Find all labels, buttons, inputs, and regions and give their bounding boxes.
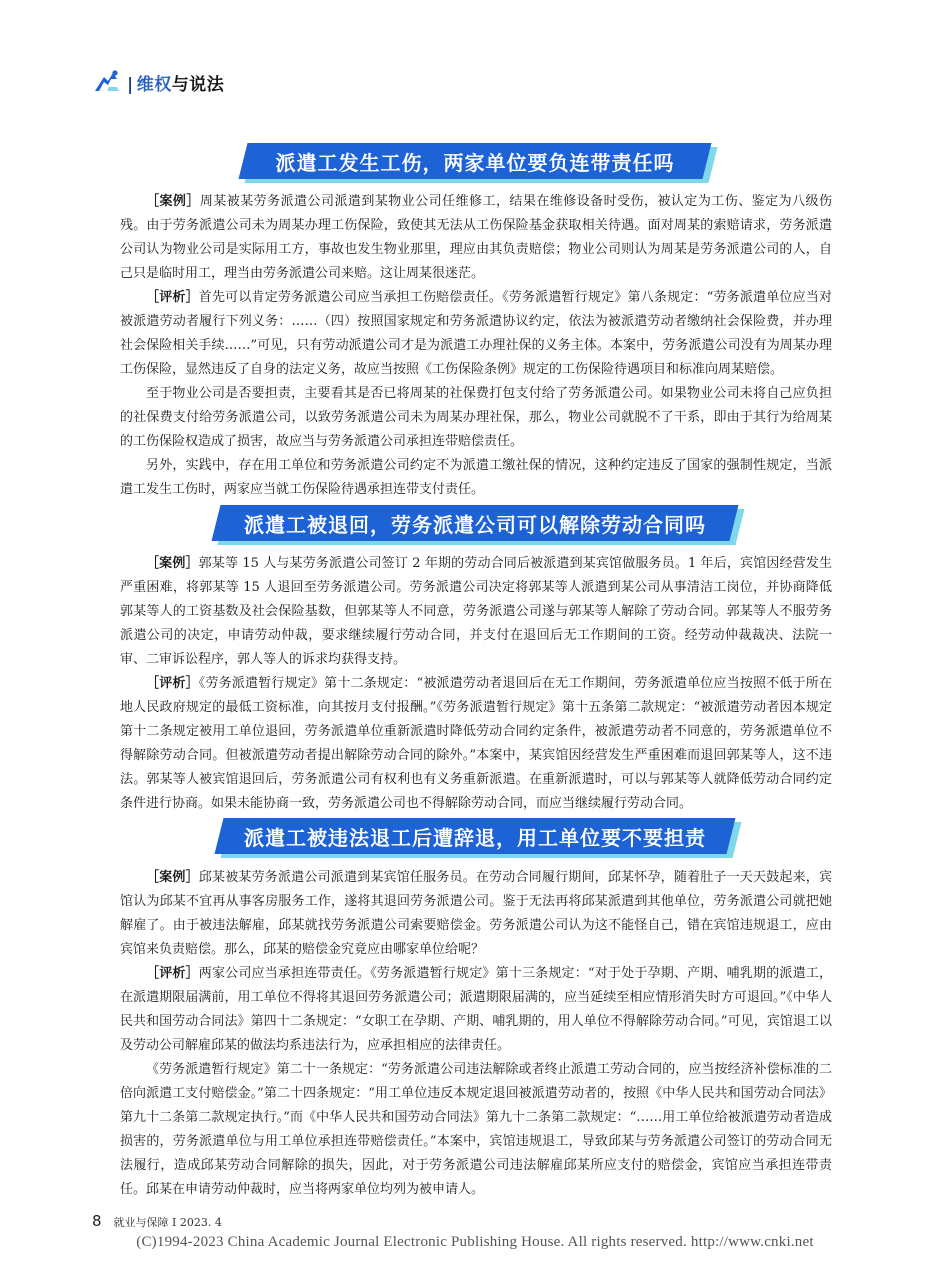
section-banner-3 [0, 818, 950, 854]
journal-issue: 就业与保障 I 2023. 4 [113, 1216, 222, 1229]
column-title: | 维权与说法 [127, 74, 225, 95]
section-title-3: 派遣工被违法退工后遭辞退，用工单位要不要担责 [244, 825, 706, 850]
paragraph [120, 286, 832, 382]
column-title-part2: 与说法 [171, 74, 225, 95]
case-label: ［案例］ [146, 194, 200, 209]
paragraph-text: 周某被某劳务派遣公司派遣到某物业公司任维修工，结果在维修设备时受伤，被认定为工伤、鉴定为八级伤残。由于劳务派遣公司未为周某办理工伤保险，致使其无法从工伤保险基金获取相关待遇。面对周某的索赔请求，劳务派遣公司认为物业公司是实际用工方，事故也发生物业那里，理应由其负责赔偿；物业公司则认为周某是劳务派遣公司的人，自己只是临时用工，理当由劳务派遣公司来赔。这让周某很迷茫。 [120, 194, 832, 281]
paragraph-text: 至于物业公司是否要担责，主要看其是否已将周某的社保费打包支付给了劳务派遣公司。如果物业公司未将自己应负担的社保费支付给劳务派遣公司，以致劳务派遣公司未为周某办理社保，那么，物业公司就脱不了干系，即由于其行为给周某的工伤保险权造成了损害，故应当与劳务派遣公司承担连带赔偿责任。 [120, 386, 832, 449]
section-banner-2 [0, 505, 950, 541]
analysis-label: ［评析］ [146, 966, 199, 981]
paragraph [120, 190, 832, 286]
section-body-1 [120, 190, 832, 502]
paragraph [120, 672, 832, 816]
paragraph [120, 866, 832, 962]
paragraph [120, 454, 832, 502]
paragraph-text: 《劳务派遣暂行规定》第二十一条规定：“劳务派遣公司违法解除或者终止派遣工劳动合同的，应当按经济补偿标准的二倍向派遣工支付赔偿金。”第二十四条规定：“用工单位违反本规定退回被派遣劳动者的，按照《中华人民共和国劳动合同法》第九十二条第二款规定执行。”而《中华人民共和国劳动合同法》第九十二条第二款规定：“……用工单位给被派遣劳动者造成损害的，劳务派遣单位与用工单位承担连带赔偿责任。”本案中，宾馆违规退工，导致邱某与劳务派遣公司签订的劳动合同无法履行，造成邱某劳动合同解除的损失，因此，对于劳务派遣公司违法解雇邱某所应支付的赔偿金，宾馆应当承担连带责任。邱某在申请劳动仲裁时，应当将两家单位均列为被申请人。 [120, 1062, 832, 1197]
column-title-part1: 维权 [136, 74, 172, 95]
paragraph-text: 两家公司应当承担连带责任。《劳务派遣暂行规定》第十三条规定：“对于处于孕期、产期、哺乳期的派遣工，在派遣期限届满前，用工单位不得将其退回劳务派遣公司；派遣期限届满的，应当延续至相应情形消失时方可退回。”《中华人民共和国劳动合同法》第四十二条规定：“女职工在孕期、产期、哺乳期的，用人单位不得解除劳动合同。”可见，宾馆退工以及劳动公司解雇邱某的做法均系违法行为，应承担相应的法律责任。 [120, 966, 832, 1053]
section-title-2: 派遣工被退回，劳务派遣公司可以解除劳动合同吗 [244, 512, 706, 537]
section-body-3 [120, 866, 832, 1202]
analysis-label: ［评析］ [146, 290, 199, 305]
paragraph [120, 552, 832, 672]
paragraph-text: 首先可以肯定劳务派遣公司应当承担工伤赔偿责任。《劳务派遣暂行规定》第八条规定：“劳务派遣单位应当对被派遣劳动者履行下列义务：……（四）按照国家规定和劳务派遣协议约定，依法为被派遣劳动者缴纳社会保险费，并办理社会保险相关手续……”可见，只有劳动派遣公司才是为派遣工办理社保的义务主体。本案中，劳务派遣公司没有为周某办理工伤保险，显然违反了自身的法定义务，故应当按照《工伤保险条例》规定的工伤保险待遇项目和标准向周某赔偿。 [120, 290, 832, 377]
paragraph-text: 《劳务派遣暂行规定》第十二条规定：“被派遣劳动者退回后在无工作期间，劳务派遣单位应当按照不低于所在地人民政府规定的最低工资标准，向其按月支付报酬。”《劳务派遣暂行规定》第十五条第二款规定：“被派遣劳动者因本规定第十二条规定被用工单位退回，劳务派遣单位重新派遣时降低劳动合同约定条件，被派遣劳动者不同意的，劳务派遣单位不得解除劳动合同。但被派遣劳动者提出解除劳动合同的除外。”本案中，某宾馆因经营发生严重困难而退回郭某等人，这不违法。郭某等人被宾馆退回后，劳务派遣公司有权利也有义务重新派遣。在重新派遣时，可以与郭某等人就降低劳动合同约定条件进行协商。如果未能协商一致，劳务派遣公司也不得解除劳动合同，而应当继续履行劳动合同。 [120, 676, 832, 811]
running-figure-logo-icon [93, 69, 123, 95]
copyright-notice: (C)1994-2023 China Academic Journal Electronic Publishing House. All rights reserved. http://www.cnki.net [136, 1234, 814, 1250]
paragraph-text: 郭某等 15 人与某劳务派遣公司签订 2 年期的劳动合同后被派遣到某宾馆做服务员。1 年后，宾馆因经营发生严重困难，将郭某等 15 人退回至劳务派遣公司。劳务派遣公司决定将郭某等人派遣到某公司从事清洁工岗位，并协商降低郭某等人的工资基数及社会保险基数，但郭某等人不同意，劳务派遣公司遂与郭某等人解除了劳动合同。郭某等人不服劳务派遣公司的决定，申请劳动仲裁，要求继续履行劳动合同，并支付在退回后无工作期间的工资。经劳动仲裁裁决、法院一审、二审诉讼程序，郭人等人的诉求均获得支持。 [120, 556, 832, 667]
analysis-label: ［评析］ [146, 676, 199, 691]
paragraph [120, 382, 832, 454]
page-header [93, 68, 224, 96]
section-banner-1 [0, 143, 950, 179]
paragraph [120, 1058, 832, 1202]
page-footer [92, 1212, 222, 1230]
section-body-2 [120, 552, 832, 816]
paragraph-text: 另外，实践中，存在用工单位和劳务派遣公司约定不为派遣工缴社保的情况，这种约定违反了国家的强制性规定，当派遣工发生工伤时，两家应当就工伤保险待遇承担连带支付责任。 [120, 458, 832, 497]
section-title-1: 派遣工发生工伤，两家单位要负连带责任吗 [275, 150, 675, 175]
paragraph-text: 邱某被某劳务派遣公司派遣到某宾馆任服务员。在劳动合同履行期间，邱某怀孕，随着肚子一天天鼓起来，宾馆认为邱某不宜再从事客房服务工作，遂将其退回劳务派遣公司。鉴于无法再将邱某派遣到其他单位，劳务派遣公司就把她解雇了。由于被违法解雇，邱某就找劳务派遣公司索要赔偿金。劳务派遣公司认为这不能怪自己，错在宾馆违规退工，应由宾馆来负责赔偿。那么，邱某的赔偿金究竟应由哪家单位给呢？ [120, 870, 832, 957]
page-number: 8 [92, 1212, 102, 1230]
case-label: ［案例］ [146, 870, 199, 885]
case-label: ［案例］ [146, 556, 199, 571]
paragraph [120, 962, 832, 1058]
